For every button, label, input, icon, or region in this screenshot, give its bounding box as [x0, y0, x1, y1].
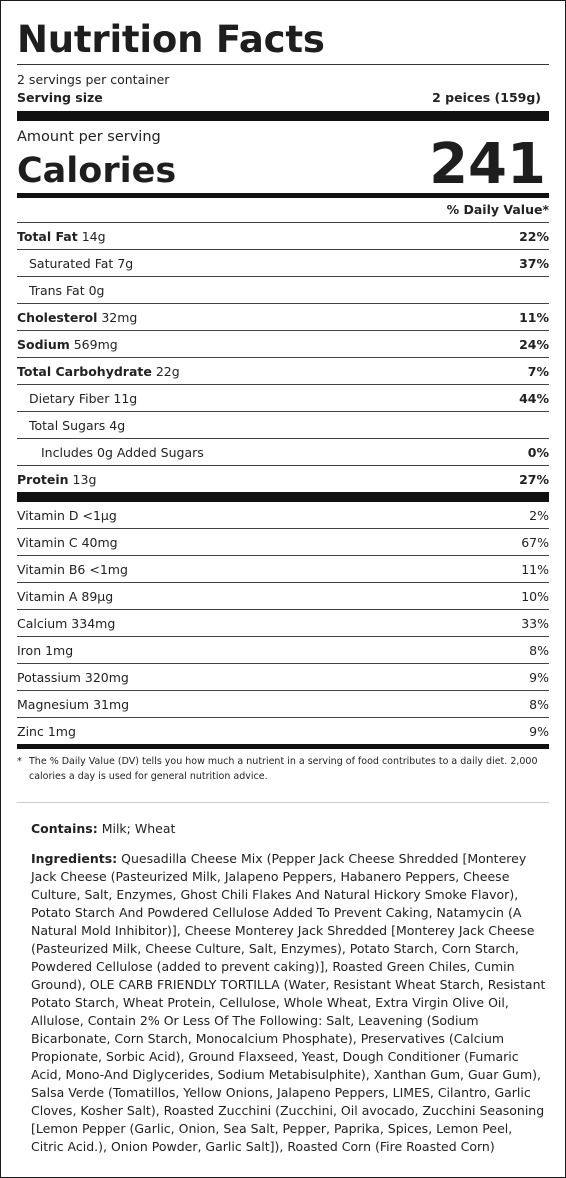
- divider-thick: [17, 492, 549, 502]
- ingredients-text: Quesadilla Cheese Mix (Pepper Jack Cheese Shredded [Monterey Jack Cheese (Pasteurized Milk, Jalapeno Peppers, Habanero Peppers, Cheese Culture, Salt, Enzymes, Ghost Chili Flakes And Natural Hickory Smoke Flavor), Potato Starch And Powdered Cellulose Added To Prevent Caking, Natamycin (A Natural Mold Inhibitor)], Cheese Monterey Jack Shredded [Monterey Jack Cheese (Pasteurized Milk, Cheese Culture, Salt, Enzymes), Potato Starch, Corn Starch, Powdered Cellulose (added to prevent caking)], Roasted Green Chiles, Cumin Ground), OLE CARB FRIENDLY TORTILLA (Water, Resistant Wheat Starch, Resistant Potato Starch, Wheat Protein, Cellulose, Whole Wheat, Extra Virgin Olive Oil, Allulose, Contain 2% Or Less Of The Following: Salt, Leavening (Sodium Bicarbonate, Corn Starch, Monocalcium Phosphate), Preservatives (Calcium Propionate, Sorbic Acid), Ground Flaxseed, Yeast, Dough Conditioner (Fumaric Acid, Mono-And Diglycerides, Sodium Metabisulphite), Xanthan Gum, Guar Gum), Salsa Verde (Tomatillos, Yellow Onions, Jalapeno Peppers, LIMES, Cilantro, Garlic Cloves, Kosher Salt), Roasted Zucchini (Zucchini, Oil avocado, Zucchini Seasoning [Lemon Pepper (Garlic, Onion, Sea Salt, Pepper, Paprika, Spices, Lemon Peel, Citric Acid.), Onion Powder, Garlic Salt]), Roasted Corn (Fire Roasted Corn): [31, 851, 546, 1154]
- ingredients-label: Ingredients:: [31, 851, 118, 866]
- vitamin-row: [17, 690, 549, 717]
- nutrient-amount: 13g: [72, 471, 97, 487]
- nutrient-dv: 24%: [519, 336, 549, 352]
- vitamin-row: [17, 582, 549, 609]
- serving-size-row: [17, 90, 549, 111]
- daily-value-header: % Daily Value*: [446, 202, 549, 217]
- vitamin-name: Vitamin B6: [17, 561, 86, 577]
- vitamin-amount: 1mg: [47, 723, 76, 739]
- vitamin-amount: <1µg: [82, 507, 117, 523]
- nutrient-amount: 32mg: [101, 309, 138, 325]
- nutrient-name: Total Sugars: [29, 417, 106, 433]
- amount-per-serving: Amount per serving: [17, 129, 161, 145]
- vitamin-dv: 67%: [521, 534, 549, 550]
- nutrient-row-total-carbohydrate: [17, 357, 549, 384]
- vitamin-name: Vitamin C: [17, 534, 78, 550]
- nutrient-name: Trans Fat: [29, 282, 85, 298]
- contains-label: Contains:: [31, 821, 98, 836]
- calories-value: 241: [429, 132, 546, 198]
- nutrient-dv: 0%: [527, 444, 549, 460]
- nutrient-name: Cholesterol: [17, 309, 98, 325]
- nutrient-dv: 7%: [527, 363, 549, 379]
- nutrient-dv: 37%: [519, 255, 549, 271]
- serving-size-label: Serving size: [17, 90, 103, 105]
- vitamins-list: [17, 502, 549, 744]
- vitamin-dv: 33%: [521, 615, 549, 631]
- nutrient-name: Dietary Fiber: [29, 390, 110, 406]
- vitamin-dv: 9%: [529, 669, 549, 685]
- vitamin-amount: <1mg: [89, 561, 128, 577]
- vitamin-row: [17, 555, 549, 582]
- vitamin-dv: 11%: [521, 561, 549, 577]
- nutrient-amount: 569mg: [73, 336, 118, 352]
- nutrient-amount: 14g: [81, 228, 106, 244]
- footnote-star: *: [17, 756, 22, 767]
- nutrient-row-total-fat: [17, 222, 549, 249]
- divider-thick: [17, 111, 549, 121]
- vitamin-amount: 1mg: [45, 642, 74, 658]
- nutrient-name: Total Fat: [17, 228, 78, 244]
- nutrient-amount: 0g: [88, 282, 105, 298]
- vitamin-row: [17, 663, 549, 690]
- vitamin-name: Vitamin A: [17, 588, 78, 604]
- vitamin-name: Calcium: [17, 615, 68, 631]
- vitamin-row: [17, 502, 549, 528]
- nutrient-name: Includes 0g Added Sugars: [41, 444, 204, 460]
- vitamin-amount: 320mg: [84, 669, 129, 685]
- contains-statement: [31, 821, 549, 836]
- nutrient-name: Total Carbohydrate: [17, 363, 152, 379]
- nutrient-dv: 22%: [519, 228, 549, 244]
- ingredients-statement: [31, 850, 547, 1156]
- footnote-text: The % Daily Value (DV) tells you how much a nutrient in a serving of food contributes to a daily diet. 2,000 calories a day is used for general nutrition advice.: [29, 756, 538, 782]
- nutrient-name: Protein: [17, 471, 69, 487]
- nutrient-row-saturated-fat: [17, 249, 549, 276]
- vitamin-dv: 2%: [529, 507, 549, 523]
- servings-per-container: 2 servings per container: [17, 72, 170, 87]
- nutrient-row-total-sugars: [17, 411, 549, 438]
- vitamin-amount: 89µg: [81, 588, 114, 604]
- nutrients-list: [17, 222, 549, 492]
- nutrient-row-protein: [17, 465, 549, 492]
- vitamin-dv: 10%: [521, 588, 549, 604]
- nutrient-amount: 4g: [109, 417, 126, 433]
- nutrient-amount: 11g: [113, 390, 138, 406]
- calories-label: Calories: [17, 151, 177, 191]
- vitamin-row: [17, 609, 549, 636]
- vitamin-dv: 8%: [529, 642, 549, 658]
- vitamin-name: Zinc: [17, 723, 44, 739]
- nutrient-amount: 22g: [155, 363, 180, 379]
- nutrient-name: Saturated Fat: [29, 255, 114, 271]
- nutrient-row-added-sugars: [17, 438, 549, 465]
- vitamin-name: Vitamin D: [17, 507, 79, 523]
- nutrient-dv: 27%: [519, 471, 549, 487]
- vitamin-name: Iron: [17, 642, 42, 658]
- vitamin-name: Potassium: [17, 669, 81, 685]
- vitamin-dv: 9%: [529, 723, 549, 739]
- serving-size-value: 2 peices (159g): [432, 90, 541, 105]
- vitamin-row: [17, 636, 549, 663]
- nutrient-row-trans-fat: [17, 276, 549, 303]
- nutrient-amount: 7g: [117, 255, 134, 271]
- vitamin-row: [17, 528, 549, 555]
- vitamin-amount: 334mg: [71, 615, 116, 631]
- divider: [17, 64, 549, 65]
- vitamin-dv: 8%: [529, 696, 549, 712]
- vitamin-amount: 31mg: [93, 696, 130, 712]
- nutrient-row-dietary-fiber: [17, 384, 549, 411]
- contains-text: Milk; Wheat: [101, 821, 176, 836]
- vitamin-amount: 40mg: [81, 534, 118, 550]
- nutrient-dv: 44%: [519, 390, 549, 406]
- footnote: [17, 754, 549, 802]
- nutrient-name: Sodium: [17, 336, 70, 352]
- vitamin-name: Magnesium: [17, 696, 90, 712]
- section-separator: [17, 802, 549, 803]
- nutrient-row-cholesterol: [17, 303, 549, 330]
- nutrient-dv: 11%: [519, 309, 549, 325]
- vitamin-row: [17, 717, 549, 744]
- label-title: Nutrition Facts: [17, 18, 325, 61]
- nutrient-row-sodium: [17, 330, 549, 357]
- divider-medium: [17, 744, 549, 749]
